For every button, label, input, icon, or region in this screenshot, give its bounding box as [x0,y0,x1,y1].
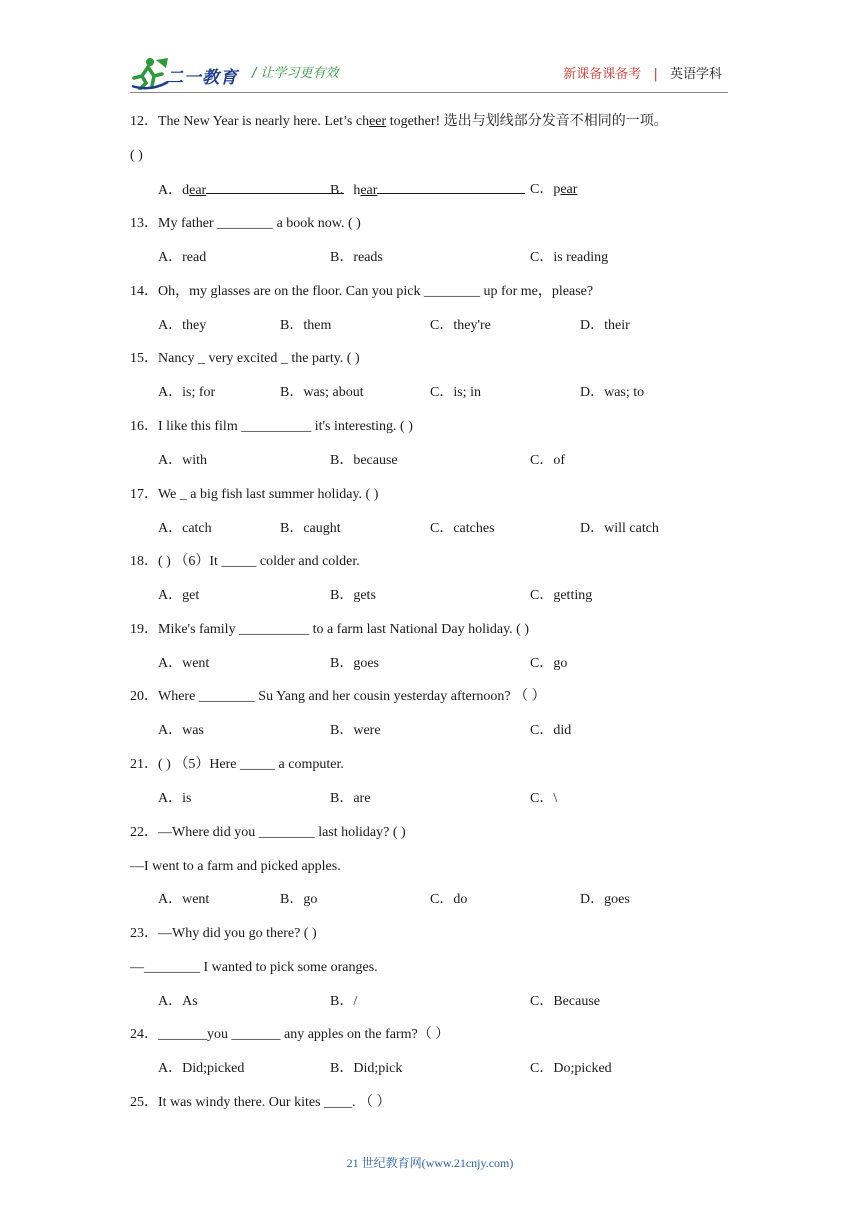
option-12-b-prefix: B．h [330,183,361,198]
option-19-c: C．go [530,656,568,671]
option-15-b: B．was; about [280,385,364,400]
option-13-c: C．is reading [530,250,609,265]
question-12-stem-b: together! 选出与划线部分发音不相同的一项。 [386,114,668,129]
option-22-b: B．go [280,892,318,907]
question-20: 20．Where ________ Su Yang and her cousin yesterday afternoon? （ ） [130,689,546,704]
logo-text: 二一教育 [166,68,238,88]
question-17: 17．We _ a big fish last summer holiday. ( ) [130,487,379,502]
question-12-paren: ( ) [130,148,143,163]
option-21-a: A．is [158,791,192,806]
question-22-line2: —I went to a farm and picked apples. [130,859,341,874]
option-21-c: C．\ [530,791,558,806]
question-16: 16．I like this film __________ it's interesting. ( ) [130,419,413,434]
question-19: 19．Mike's family __________ to a farm last National Day holiday. ( ) [130,622,529,637]
runner-icon [130,56,170,90]
question-14: 14．Oh，my glasses are on the floor. Can you pick ________ up for me，please? [130,284,594,299]
question-12-stem-a: 12．The New Year is nearly here. Let’s ch [130,114,370,129]
option-18-a: A．get [158,588,200,603]
question-12 [130,113,668,131]
question-25: 25．It was windy there. Our kites ____. （ ） [130,1095,391,1110]
question-15: 15．Nancy _ very excited _ the party. ( ) [130,351,360,366]
header-divider [130,92,728,93]
option-23-b: B．/ [330,994,358,1009]
question-13: 13．My father ________ a book now. ( ) [130,216,361,231]
option-18-b: B．gets [330,588,376,603]
option-17-c: C．catches [430,521,495,536]
option-12-a-underlined: ear [189,183,207,198]
option-14-c: C．they're [430,318,491,333]
option-16-a: A．with [158,453,207,468]
option-14-a: A．they [158,318,207,333]
option-12-c-prefix: C．p [530,182,561,197]
option-18-c: C．getting [530,588,593,603]
option-19-a: A．went [158,656,210,671]
header-right [563,63,722,82]
option-12-b-underlined: ear [360,183,378,198]
underline-blank [377,181,525,194]
option-22-a: A．went [158,892,210,907]
option-20-c: C．did [530,723,572,738]
option-21-b: B．are [330,791,371,806]
option-15-a: A．is; for [158,385,216,400]
option-14-d: D．their [580,318,630,333]
option-23-a: A．As [158,994,198,1009]
option-23-c: C．Because [530,994,600,1009]
option-14-b: B．them [280,318,332,333]
question-21: 21．( ) （5）Here _____ a computer. [130,757,344,772]
page-header [130,54,730,94]
option-17-d: D．will catch [580,521,659,536]
option-12-b [330,181,525,200]
option-16-b: B．because [330,453,398,468]
option-17-a: A．catch [158,521,212,536]
option-15-d: D．was; to [580,385,645,400]
question-24: 24．_______you _______ any apples on the farm?（ ） [130,1027,450,1042]
option-16-c: C．of [530,453,565,468]
option-12-a [158,181,344,200]
question-18: 18．( ) （6）It _____ colder and colder. [130,554,360,569]
question-23-line2: —________ I wanted to pick some oranges. [130,960,378,975]
option-12-c-underlined: ear [560,182,578,197]
option-22-d: D．goes [580,892,630,907]
header-tagline: 新课备课备考 [563,67,642,82]
option-24-c: C．Do;picked [530,1061,612,1076]
option-15-c: C．is; in [430,385,481,400]
question-23: 23．—Why did you go there? ( ) [130,926,317,941]
option-17-b: B．caught [280,521,341,536]
question-12-underlined: eer [369,114,387,129]
option-13-a: A．read [158,250,207,265]
option-20-a: A．was [158,723,204,738]
option-22-c: C．do [430,892,468,907]
header-slogan: / 让学习更有效 [252,66,339,81]
page-footer: 21 世纪教育网(www.21cnjy.com) [346,1156,514,1170]
option-19-b: B．goes [330,656,379,671]
question-22: 22．—Where did you ________ last holiday? ( ) [130,825,406,840]
option-24-a: A．Did;picked [158,1061,245,1076]
option-13-b: B．reads [330,250,383,265]
header-subject: 英语学科 [669,67,722,82]
option-12-a-prefix: A．d [158,183,190,198]
option-24-b: B．Did;pick [330,1061,403,1076]
option-12-c [530,181,577,199]
site-logo [130,56,242,90]
underline-blank [206,181,344,194]
option-20-b: B．were [330,723,381,738]
header-separator: | [653,67,658,82]
